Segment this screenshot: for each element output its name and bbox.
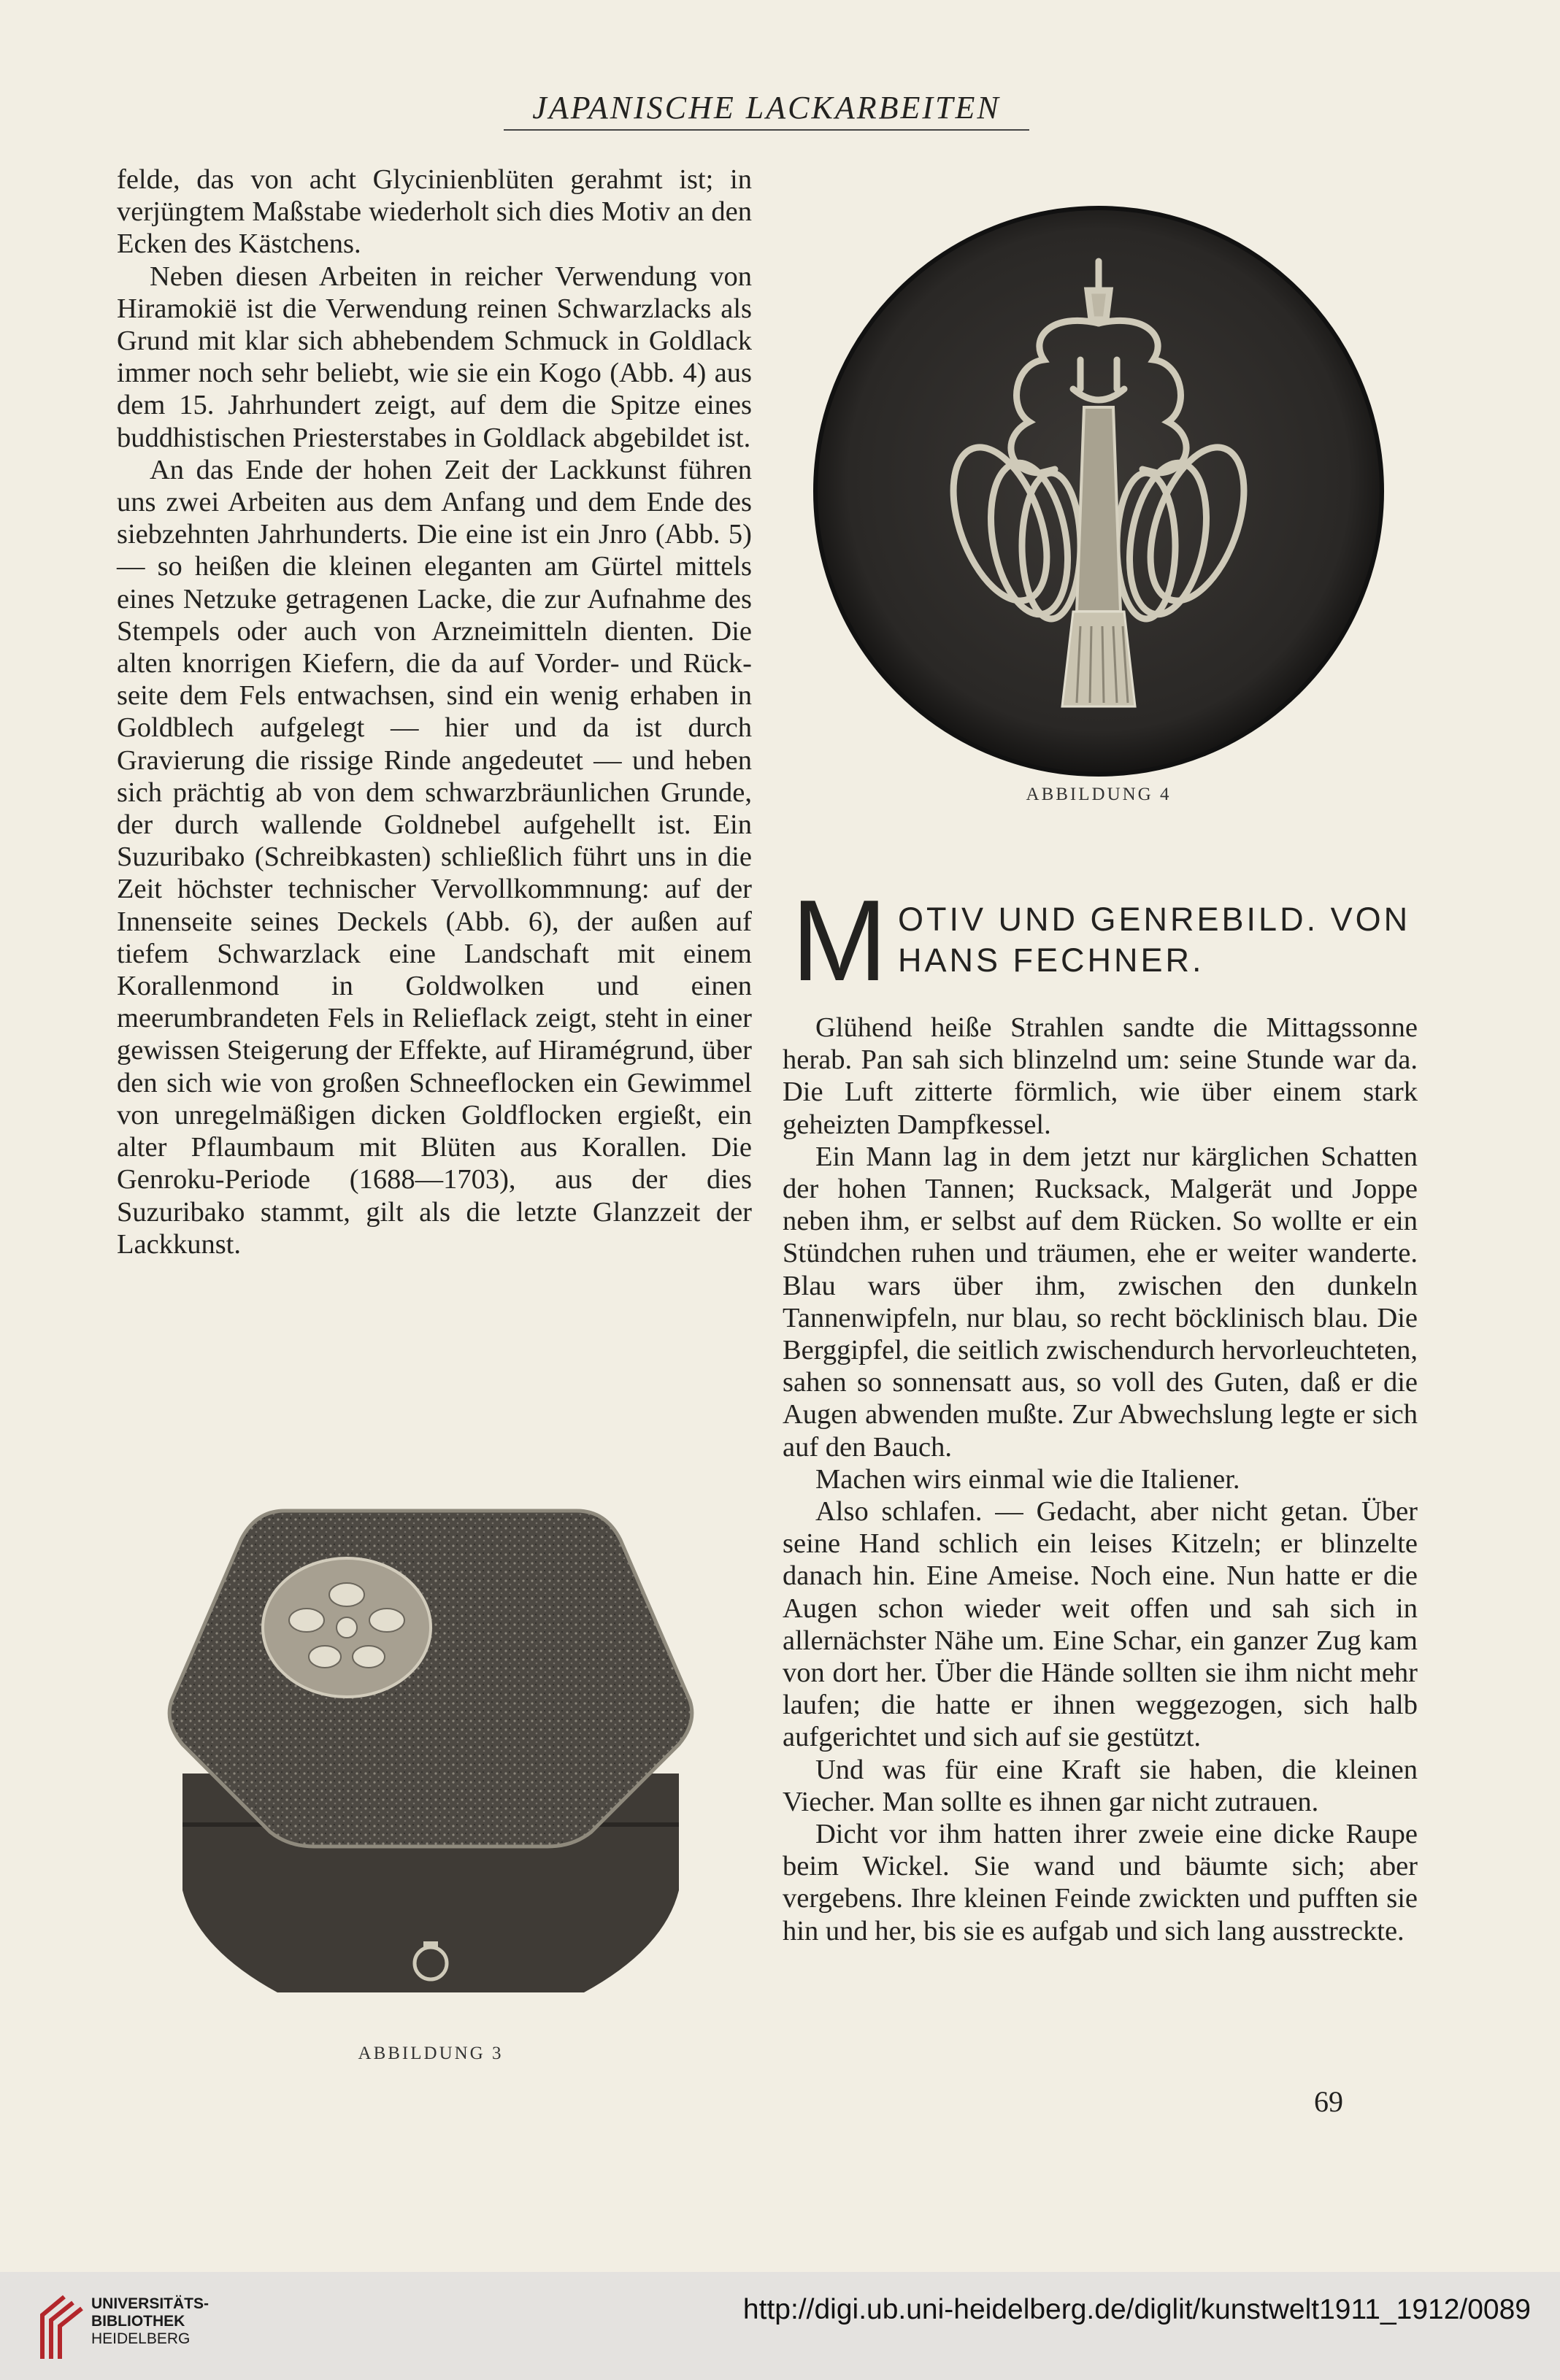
library-name-line-3: HEIDELBERG	[91, 2330, 191, 2347]
paragraph: An das Ende der hohen Zeit der Lackkunst führen uns zwei Arbeiten aus dem Anfang und dem Ende des siebzehnten Jahrhunderts. Die eine ist ein Jnro (Abb. 5) — so heißen die kleinen eleganten am Gürtel mittels eines Netzuke getragenen Lacke, die zur Aufnahme des Stempels oder auch von Arzneimitteln dienten. Die alten knorrigen Kiefern, die da auf Vorder- und Rückseite dem Fels entwachsen, sind ein wenig erhaben in Goldblech aufgelegt — hier und da ist durch Gravierung die rissige Rinde angedeutet — und heben sich prächtig ab von dem schwarzbräunlichen Grunde, der durch wallende Goldnebel aufgehellt ist. Ein Suzuribako (Schreibkasten) schließlich führt uns in die Zeit höchster technischer Vervollkommnung: auf der Innenseite seines Deckels (Abb. 6), der außen auf tiefem Schwarzlack eine Landschaft mit einem Korallenmond in Goldwolken und einen meerumbrandeten Fels in Relieflack zeigt, steht in einer gewissen Steigerung der Effekte, auf Hiramégrund, über den sich wie von großen Schneeflocken ein Gewimmel von unregelmäßigen dicken Goldflocken ergießt, ein alter Pflaumbaum mit Blüten aus Korallen. Die Genroku-Periode (1688—1703), aus der dies Suzuribako stammt, gilt als die letzte Glanzzeit der Lackkunst.	[117, 454, 752, 1260]
paragraph: Machen wirs einmal wie die Italiener.	[815, 1463, 1240, 1495]
paragraph: Glühend heiße Strahlen sandte die Mittagssonne herab. Pan sah sich blinzelnd um: seine Stunde war da. Die Luft zitterte förmlich, wie über einem stark geheizten Dampfkessel.	[783, 1012, 1418, 1140]
figure-3-caption: ABBILDUNG 3	[358, 2044, 504, 2063]
article-heading	[783, 877, 1418, 1005]
paragraph: Und was für eine Kraft sie haben, die kleinen Viecher. Man sollte es ihnen gar nicht zutrauen.	[783, 1754, 1418, 1817]
library-name-line-2: BIBLIOTHEK	[91, 2313, 185, 2330]
figure-4-kogo-lid-image	[810, 203, 1387, 779]
library-name	[91, 2295, 209, 2348]
figure-4-caption: ABBILDUNG 4	[1026, 785, 1172, 804]
right-text-column	[783, 1012, 1418, 1947]
library-logo-icon	[35, 2290, 86, 2362]
figure-3-hexagonal-box-image	[153, 1482, 708, 2029]
source-url-link[interactable]: http://digi.ub.uni-heidelberg.de/diglit/kunstwelt1911_1912/0089	[742, 2294, 1531, 2325]
article-title-line-2: HANS FECHNER.	[898, 941, 1204, 979]
running-title: JAPANISCHE LACKARBEITEN	[504, 89, 1029, 131]
library-name-line-1: UNIVERSITÄTS-	[91, 2295, 210, 2312]
drop-cap: M	[791, 877, 888, 1005]
footer-bar	[0, 2272, 1560, 2380]
paragraph: Dicht vor ihm hatten ihrer zweie eine dicke Raupe beim Wickel. Sie wand und bäumte sich; aber vergebens. Ihre kleinen Feinde zwickten und pufften sie hin und her, bis sie es aufgab und sich lang ausstreckte.	[783, 1819, 1418, 1946]
paragraph: Neben diesen Arbeiten in reicher Verwendung von Hiramokië ist die Verwendung reinen Schwarzlacks als Grund mit klar sich abhebendem Schmuck in Goldlack immer noch sehr beliebt, wie sie ein Kogo (Abb. 4) aus dem 15. Jahrhundert zeigt, auf dem die Spitze eines buddhistischen Priesterstabes in Goldlack abgebildet ist.	[117, 261, 752, 453]
paragraph: Ein Mann lag in dem jetzt nur kärglichen Schatten der hohen Tannen; Rucksack, Malgerät und Joppe neben ihm, er selbst auf dem Rücken. So wollte er ein Stündchen ruhen und träumen, ehe er weiter wanderte. Blau wars über ihm, zwischen den dunkeln Tannenwipfeln, nur blau, so recht böcklinisch blau. Die Berggipfel, die seitlich zwischendurch hervorleuchteten, sahen so sonnensatt aus, so voll des Guten, daß er die Augen abwenden mußte. Zur Abwechslung legte er sich auf den Bauch.	[783, 1141, 1418, 1463]
paragraph: Also schlafen. — Gedacht, aber nicht getan. Über seine Hand schlich ein leises Kitzeln; er blinzelte danach hin. Eine Ameise. Noch eine. Nun hatte er die Augen schon wieder weit offen und sah sich in allernächster Nähe um. Eine Schar, ein ganzer Zug kam von dort her. Über die Hände sollten sie ihm nicht mehr laufen; die hatte er ihnen weggezogen, sich halb aufgerichtet und sich auf sie gestützt.	[783, 1496, 1418, 1753]
left-text-column	[117, 163, 752, 1260]
article-title-line-1: OTIV UND GENREBILD. VON	[898, 901, 1411, 938]
page-number: 69	[1314, 2085, 1343, 2118]
paragraph: felde, das von acht Glycinienblüten gerahmt ist; in verjüngtem Maßstabe wiederholt sich dies Motiv an den Ecken des Kästchens.	[117, 164, 752, 260]
